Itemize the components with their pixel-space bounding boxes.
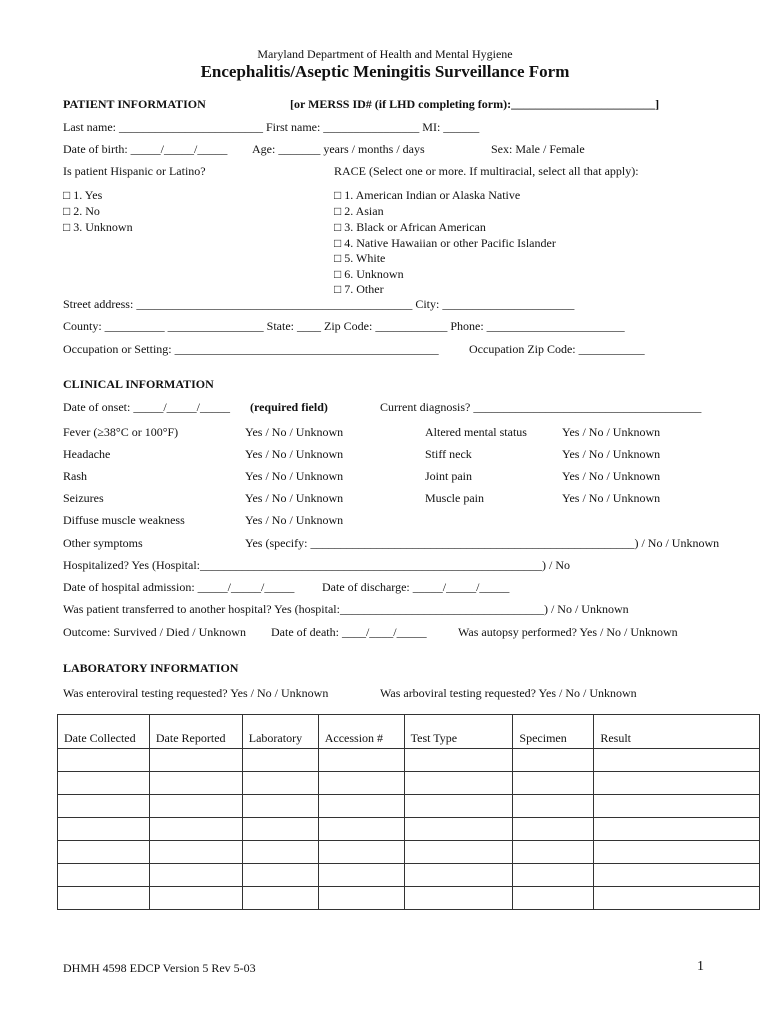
autopsy-field[interactable]: Was autopsy performed? Yes / No / Unknown bbox=[458, 625, 678, 639]
symptom-answer[interactable]: Yes / No / Unknown bbox=[245, 447, 344, 461]
table-cell[interactable] bbox=[594, 795, 760, 818]
symptom-label: Fever (≥38°C or 100°F) bbox=[63, 425, 179, 439]
table-cell[interactable] bbox=[513, 841, 594, 864]
table-cell[interactable] bbox=[594, 818, 760, 841]
occupation-zip-field[interactable]: Occupation Zip Code: ___________ bbox=[469, 342, 645, 356]
enteroviral-testing-field[interactable]: Was enteroviral testing requested? Yes / No / Unknown bbox=[63, 686, 329, 700]
table-cell[interactable] bbox=[594, 887, 760, 910]
county-state-zip-phone-fields[interactable]: County: __________ ________________ State: ____ Zip Code: ____________ Phone: _______________________ bbox=[63, 319, 625, 333]
lab-table-header bbox=[58, 715, 760, 749]
form-id-footer: DHMH 4598 EDCP Version 5 Rev 5-03 bbox=[63, 961, 256, 975]
hispanic-question: Is patient Hispanic or Latino? bbox=[63, 164, 206, 178]
death-date-field[interactable]: Date of death: ____/____/_____ bbox=[271, 625, 427, 639]
race-question: RACE (Select one or more. If multiracial, select all that apply): bbox=[334, 164, 639, 178]
race-option-other[interactable]: □ 7. Other bbox=[334, 282, 384, 296]
table-cell[interactable] bbox=[242, 864, 318, 887]
form-title: Encephalitis/Aseptic Meningitis Surveillance Form bbox=[200, 62, 570, 81]
name-fields[interactable]: Last name: ________________________ First name: ________________ MI: ______ bbox=[63, 120, 480, 134]
lab-section-title: LABORATORY INFORMATION bbox=[63, 661, 239, 675]
table-row[interactable] bbox=[58, 795, 760, 818]
other-symptoms-field[interactable]: Yes (specify: ______________________________________________________) / No / Unknown bbox=[245, 536, 720, 550]
column-header: Specimen bbox=[513, 715, 594, 749]
symptom-answer[interactable]: Yes / No / Unknown bbox=[245, 491, 344, 505]
table-cell[interactable] bbox=[404, 749, 513, 772]
table-cell[interactable] bbox=[58, 818, 150, 841]
table-cell[interactable] bbox=[58, 887, 150, 910]
symptom-answer[interactable]: Yes / No / Unknown bbox=[245, 513, 344, 527]
symptom-answer[interactable]: Yes / No / Unknown bbox=[562, 447, 661, 461]
table-cell[interactable] bbox=[404, 841, 513, 864]
table-row[interactable] bbox=[58, 772, 760, 795]
table-cell[interactable] bbox=[149, 818, 242, 841]
table-cell[interactable] bbox=[149, 841, 242, 864]
symptom-answer[interactable]: Yes / No / Unknown bbox=[245, 469, 344, 483]
table-cell[interactable] bbox=[513, 795, 594, 818]
table-cell[interactable] bbox=[58, 841, 150, 864]
table-row[interactable] bbox=[58, 749, 760, 772]
table-cell[interactable] bbox=[149, 864, 242, 887]
sex-field[interactable]: Sex: Male / Female bbox=[491, 142, 585, 156]
table-cell[interactable] bbox=[404, 772, 513, 795]
page-number: 1 bbox=[697, 959, 704, 974]
column-header: Accession # bbox=[318, 715, 404, 749]
race-option-unknown[interactable]: □ 6. Unknown bbox=[334, 267, 404, 281]
symptom-label: Muscle pain bbox=[425, 491, 484, 505]
table-row[interactable] bbox=[58, 818, 760, 841]
dob-field[interactable]: Date of birth: _____/_____/_____ bbox=[63, 142, 228, 156]
table-cell[interactable] bbox=[513, 772, 594, 795]
race-option-black[interactable]: □ 3. Black or African American bbox=[334, 220, 486, 234]
table-cell[interactable] bbox=[58, 749, 150, 772]
symptom-label: Joint pain bbox=[425, 469, 472, 483]
table-cell[interactable] bbox=[404, 818, 513, 841]
table-cell[interactable] bbox=[242, 841, 318, 864]
lab-results-table bbox=[57, 714, 760, 910]
table-cell[interactable] bbox=[404, 795, 513, 818]
table-row[interactable] bbox=[58, 887, 760, 910]
hispanic-option-no[interactable]: □ 2. No bbox=[63, 204, 100, 218]
table-cell[interactable] bbox=[404, 864, 513, 887]
race-option-asian[interactable]: □ 2. Asian bbox=[334, 204, 384, 218]
symptom-answer[interactable]: Yes / No / Unknown bbox=[562, 491, 661, 505]
table-cell[interactable] bbox=[318, 772, 404, 795]
symptom-label: Headache bbox=[63, 447, 111, 461]
table-row[interactable] bbox=[58, 841, 760, 864]
occupation-field[interactable]: Occupation or Setting: ____________________________________________ bbox=[63, 342, 439, 356]
table-cell[interactable] bbox=[58, 795, 150, 818]
patient-section-title: PATIENT INFORMATION bbox=[63, 97, 206, 111]
onset-date-field[interactable]: Date of onset: _____/_____/_____ bbox=[63, 400, 230, 414]
hospitalized-field[interactable]: Hospitalized? Yes (Hospital:_________________________________________________________) / No bbox=[63, 558, 570, 572]
table-row[interactable] bbox=[58, 864, 760, 887]
race-option-white[interactable]: □ 5. White bbox=[334, 251, 386, 265]
table-cell[interactable] bbox=[404, 887, 513, 910]
outcome-field[interactable]: Outcome: Survived / Died / Unknown bbox=[63, 625, 246, 639]
race-option-pacific-islander[interactable]: □ 4. Native Hawaiian or other Pacific Islander bbox=[334, 236, 556, 250]
table-cell[interactable] bbox=[513, 818, 594, 841]
table-cell[interactable] bbox=[594, 841, 760, 864]
merss-id-field[interactable]: [or MERSS ID# (if LHD completing form):________________________] bbox=[290, 97, 660, 111]
admission-date-field[interactable]: Date of hospital admission: _____/_____/_____ bbox=[63, 580, 295, 594]
symptom-label: Altered mental status bbox=[425, 425, 527, 439]
age-field[interactable]: Age: _______ years / months / days bbox=[252, 142, 425, 156]
clinical-section-title: CLINICAL INFORMATION bbox=[63, 377, 214, 391]
arboviral-testing-field[interactable]: Was arboviral testing requested? Yes / No / Unknown bbox=[380, 686, 637, 700]
table-cell[interactable] bbox=[513, 749, 594, 772]
table-cell[interactable] bbox=[318, 841, 404, 864]
agency-name: Maryland Department of Health and Mental Hygiene bbox=[257, 47, 513, 61]
symptom-label: Rash bbox=[63, 469, 87, 483]
symptom-answer[interactable]: Yes / No / Unknown bbox=[562, 425, 661, 439]
column-header: Test Type bbox=[404, 715, 513, 749]
race-option-american-indian[interactable]: □ 1. American Indian or Alaska Native bbox=[334, 188, 521, 202]
table-cell[interactable] bbox=[318, 818, 404, 841]
discharge-date-field[interactable]: Date of discharge: _____/_____/_____ bbox=[322, 580, 510, 594]
current-diagnosis-field[interactable]: Current diagnosis? ______________________________________ bbox=[380, 400, 702, 414]
table-cell[interactable] bbox=[318, 795, 404, 818]
table-cell[interactable] bbox=[149, 887, 242, 910]
symptom-label: Seizures bbox=[63, 491, 104, 505]
symptom-label: Stiff neck bbox=[425, 447, 472, 461]
table-cell[interactable] bbox=[513, 864, 594, 887]
column-header: Date Collected bbox=[58, 715, 150, 749]
hispanic-option-yes[interactable]: □ 1. Yes bbox=[63, 188, 103, 202]
table-cell[interactable] bbox=[242, 772, 318, 795]
table-cell[interactable] bbox=[149, 772, 242, 795]
table-cell[interactable] bbox=[242, 749, 318, 772]
table-cell[interactable] bbox=[242, 795, 318, 818]
table-cell[interactable] bbox=[58, 864, 150, 887]
table-cell[interactable] bbox=[242, 887, 318, 910]
table-cell[interactable] bbox=[149, 749, 242, 772]
hispanic-option-unknown[interactable]: □ 3. Unknown bbox=[63, 220, 133, 234]
table-cell[interactable] bbox=[594, 772, 760, 795]
table-cell[interactable] bbox=[594, 864, 760, 887]
column-header: Laboratory bbox=[242, 715, 318, 749]
table-cell[interactable] bbox=[58, 772, 150, 795]
table-cell[interactable] bbox=[318, 864, 404, 887]
transfer-field[interactable]: Was patient transferred to another hospital? Yes (hospital:__________________________________) / No / Unknown bbox=[63, 602, 629, 616]
symptom-answer[interactable]: Yes / No / Unknown bbox=[562, 469, 661, 483]
table-cell[interactable] bbox=[513, 887, 594, 910]
table-cell[interactable] bbox=[149, 795, 242, 818]
table-cell[interactable] bbox=[242, 818, 318, 841]
table-cell[interactable] bbox=[318, 887, 404, 910]
column-header: Result bbox=[594, 715, 760, 749]
column-header: Date Reported bbox=[149, 715, 242, 749]
table-cell[interactable] bbox=[318, 749, 404, 772]
table-cell[interactable] bbox=[594, 749, 760, 772]
required-field-note: (required field) bbox=[250, 400, 328, 414]
symptom-answer[interactable]: Yes / No / Unknown bbox=[245, 425, 344, 439]
other-symptoms-label: Other symptoms bbox=[63, 536, 143, 550]
street-address-field[interactable]: Street address: ______________________________________________ City: ______________________ bbox=[63, 297, 575, 311]
symptom-label: Diffuse muscle weakness bbox=[63, 513, 185, 527]
